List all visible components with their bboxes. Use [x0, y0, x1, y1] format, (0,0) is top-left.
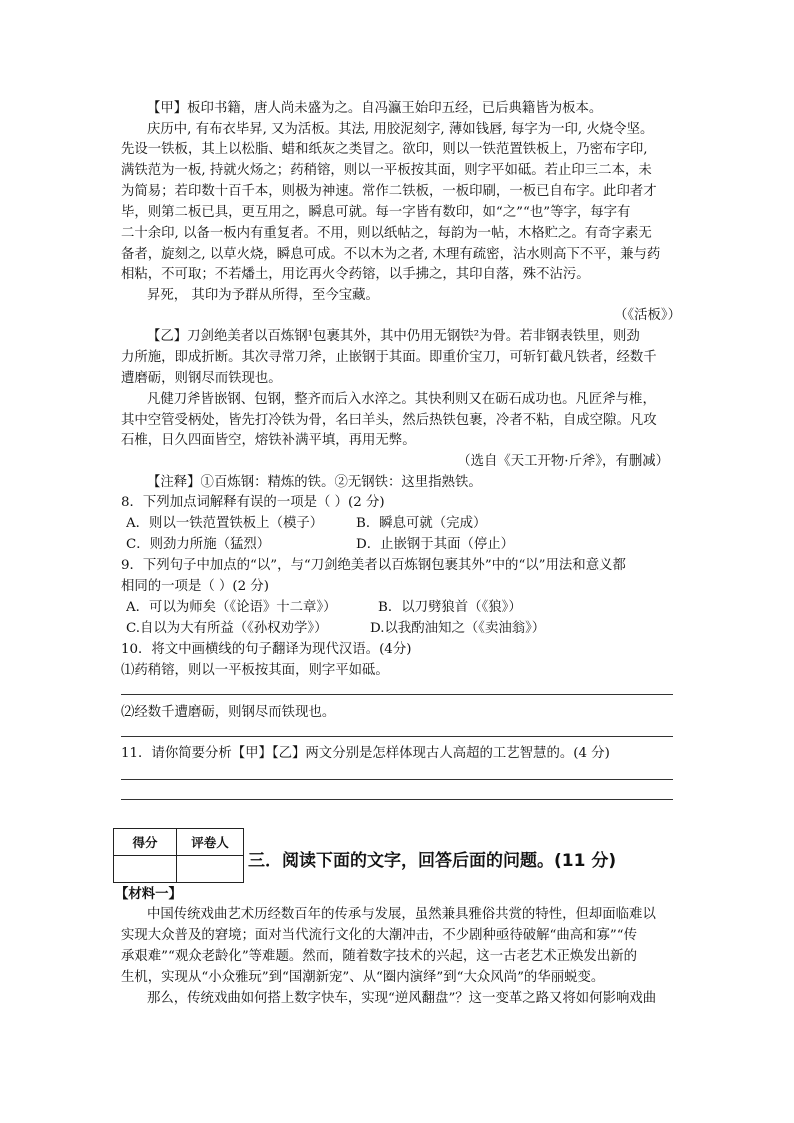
notes: 【注释】①百炼钢：精炼的铁。②无钢铁：这里指熟铁。 [147, 475, 482, 490]
jia-line-1: 【甲】板印书籍，唐人尚未盛为之。自冯瀛王始印五经，已后典籍皆为板本。 [147, 101, 603, 116]
q11-stem: 11．请你简要分析【甲】【乙】两文分别是怎样体现古人高超的工艺智慧的。(4 分) [121, 746, 610, 761]
q8-option-d: D．止嵌钢于其面（停止） [356, 537, 515, 552]
grader-cell[interactable] [177, 856, 244, 883]
q8-stem: 8．下列加点词解释有误的一项是（ ）(2 分) [121, 495, 385, 510]
yi-line-2: 力所施，即成折断。其次寻常刀斧，止嵌钢于其面。即重价宝刀，可斩钉截凡铁者，经数千 [121, 350, 657, 365]
yi-line-5: 其中空管受柄处，皆先打冷铁为骨，名曰羊头，然后热铁包裹，冷者不粘，自成空隙。凡攻 [121, 413, 657, 428]
material-line-5: 那么，传统戏曲如何搭上数字快车，实现“逆风翻盘”？这一变革之路又将如何影响戏曲 [147, 991, 657, 1006]
score-header: 得分 [114, 829, 177, 856]
yi-line-3: 遭磨砺，则钢尽而铁现也。 [121, 371, 282, 386]
jia-line-6: 毕，则第二板已具，更互用之，瞬息可就。每一字皆有数印，如“之”“也”等字，每字有 [121, 205, 631, 220]
jia-line-5: 为简易；若印数十百千本，则极为神速。常作二铁板，一板印刷，一板已自布字。此印者才 [121, 184, 657, 199]
jia-line-10: 昇死， 其印为予群从所得，至今宝藏。 [147, 288, 379, 303]
jia-line-4: 满铁范为一板, 持就火炀之；药稍镕，则以一平板按其面，则字平如砥。若止印三二本，未 [121, 163, 652, 178]
material-line-1: 中国传统戏曲艺术历经数百年的传承与发展，虽然兼具雅俗共赏的特性，但却面临难以 [147, 907, 656, 922]
answer-line[interactable] [121, 799, 673, 800]
yi-source: （选自《天工开物·斤斧》，有删减） [457, 454, 669, 469]
q9-option-c: C.自以为大有所益（《孙权劝学》） [126, 621, 328, 636]
grader-header: 评卷人 [177, 829, 244, 856]
material-1-label: 【材料一】 [115, 886, 182, 902]
q8-option-b: B．瞬息可就（完成） [356, 516, 487, 531]
q10-sub1: ⑴药稍镕，则以一平板按其面，则字平如砥。 [121, 663, 389, 678]
yi-line-4: 凡健刀斧皆嵌钢、包钢，整齐而后入水淬之。其快利则又在砺石成功也。凡匠斧与椎， [147, 392, 656, 407]
answer-line[interactable] [121, 694, 673, 695]
q8-option-a: A．则以一铁范置铁板上（模子） [126, 516, 324, 531]
material-line-3: 承艰难”“观众老龄化”等难题。然而，随着数字技术的兴起，这一古老艺术正焕发出新的 [121, 949, 637, 964]
material-line-2: 实现大众普及的窘境；面对当代流行文化的大潮冲击，不少剧种亟待破解“曲高和寡”“传 [121, 928, 637, 943]
q10-stem: 10．将文中画横线的句子翻译为现代汉语。(4分) [121, 642, 412, 657]
jia-source: （《活板》） [614, 308, 681, 323]
answer-line[interactable] [121, 736, 673, 737]
q9-stem-2: 相同的一项是（ ）(2 分) [121, 579, 269, 594]
jia-line-8: 备者，旋刻之, 以草火烧，瞬息可成。不以木为之者, 木理有疏密，沾水则高下不平，兼与药 [121, 247, 661, 262]
q8-option-c: C．则劲力所施（猛烈） [126, 537, 271, 552]
jia-line-2: 庆历中, 有布衣毕昇, 又为活板。其法, 用胶泥刻字, 薄如钱唇, 每字为一印, 火烧令坚。 [147, 122, 654, 137]
q9-option-d: D.以我酌油知之（《卖油翁》） [370, 621, 546, 636]
jia-line-7: 二十余印, 以备一板内有重复者。不用，则以纸帖之，每韵为一帖，木格贮之。有奇字素无 [121, 226, 652, 241]
q9-stem-1: 9．下列句子中加点的“以”，与“刀剑绝美者以百炼钢包裹其外”中的“以”用法和意义都 [121, 558, 626, 573]
jia-line-9: 相粘，不可取；不若燔土，用讫再火令药镕，以手拂之，其印自落，殊不沾污。 [121, 267, 590, 282]
q9-option-a: A．可以为师矣（《论语》十二章》） [126, 600, 337, 615]
yi-line-1: 【乙】刀剑绝美者以百炼钢¹包裹其外，其中仍用无钢铁²为骨。若非钢表铁里，则劲 [147, 329, 640, 344]
score-cell[interactable] [114, 856, 177, 883]
score-table [113, 828, 244, 883]
yi-line-6: 石椎，日久四面皆空，熔铁补满平填，再用无弊。 [121, 433, 416, 448]
jia-line-3: 先设一铁板，其上以松脂、蜡和纸灰之类冒之。欲印，则以一铁范置铁板上，乃密布字印, [121, 142, 648, 157]
q9-option-b: B．以刀劈狼首（《狼》） [378, 600, 522, 615]
material-line-4: 生机，实现从“小众雅玩”到“国潮新宠”、从“圈内演绎”到“大众风尚”的华丽蜕变。 [121, 970, 605, 985]
q10-sub2: ⑵经数千遭磨砺，则钢尽而铁现也。 [121, 705, 336, 720]
section-3-title: 三．阅读下面的文字，回答后面的问题。(11 分) [248, 851, 617, 871]
answer-line[interactable] [121, 779, 673, 780]
